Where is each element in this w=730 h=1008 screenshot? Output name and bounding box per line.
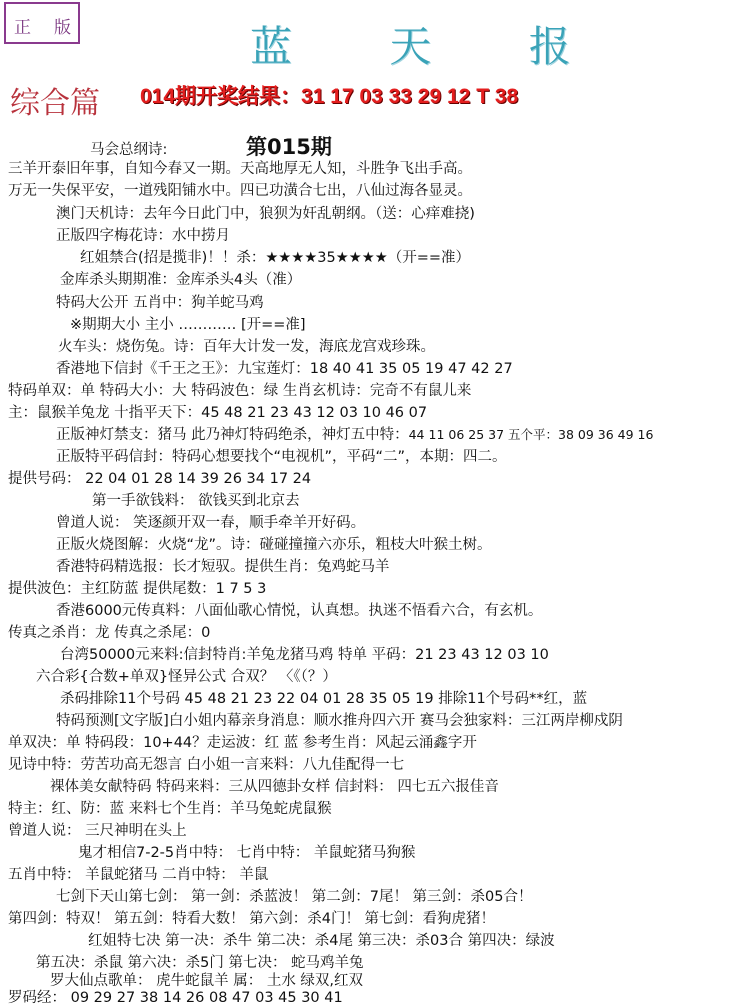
line-28: 见诗中特：劳苦功高无怨言 白小姐一言来料：八九佳配得一七 — [8, 757, 405, 773]
line-25: 杀码排除11个号码 45 48 21 23 22 04 01 28 35 05 19 排除11个号码**红，蓝 — [60, 691, 588, 707]
line-13-a: 正版神灯禁支：猪马 此乃神灯特码绝杀，神灯五中特： — [56, 427, 409, 443]
line-7: 特码大公开 五肖中：狗羊蛇马鸡 — [56, 295, 264, 311]
stamp — [4, 2, 80, 44]
line-20: 提供波色：主红防蓝 提供尾数：1 7 5 3 — [8, 581, 267, 597]
line-10: 香港地下信封《千王之王》：九宝莲灯：18 40 41 35 05 19 47 42 27 — [56, 361, 513, 377]
line-17: 曾道人说： 笑逐颜开双一春，顺手牵羊开好码。 — [56, 515, 366, 531]
section-label: 综合篇 — [10, 86, 100, 121]
line-19: 香港特码精选报：长才短驭。提供生肖：兔鸡蛇马羊 — [56, 559, 390, 575]
line-38: 罗大仙点歌单： 虎牛蛇鼠羊 属： 土水 绿双,红双 — [50, 973, 364, 989]
newspaper-title: 蓝 天 报 — [250, 22, 613, 71]
line-15: 提供号码： 22 04 01 28 14 39 26 34 17 24 — [8, 471, 312, 487]
line-12: 主：鼠猴羊兔龙 十指平天下：45 48 21 23 43 12 03 10 46 07 — [8, 405, 428, 421]
stamp-right: 版 — [54, 18, 71, 38]
line-23: 台湾50000元来料:信封特肖:羊兔龙猪马鸡 特单 平码：21 23 43 12 03 10 — [60, 647, 549, 663]
line-13 — [56, 426, 653, 444]
line-22: 传真之杀肖：龙 传真之杀尾：0 — [8, 625, 211, 641]
line-27: 单双决：单 特码段：10+44？走运波：红 蓝 参考生肖：风起云涌鑫字开 — [8, 735, 477, 751]
line-11: 特码单双：单 特码大小：大 特码波色：绿 生肖玄机诗：完奇不有鼠儿来 — [8, 383, 472, 399]
line-1: 三羊开泰旧年事，自知今春又一期。天高地厚无人知，斗胜争飞出手高。 — [8, 161, 472, 177]
line-32: 鬼才相信7-2-5肖中特： 七肖中特： 羊鼠蛇猪马狗猴 — [78, 845, 416, 861]
line-2: 万无一失保平安，一道残阳铺水中。四已功潢合七出，八仙过海各显灵。 — [8, 183, 472, 199]
line-37: 第五决：杀鼠 第六决：杀5门 第七决： 蛇马鸡羊兔 — [36, 955, 364, 971]
line-13-b: 44 11 06 25 37 五个平：38 09 36 49 16 — [408, 427, 654, 442]
line-14: 正版特平码信封：特码心想要找个“电视机”，平码“二”，本期：四二。 — [56, 449, 507, 465]
line-21: 香港6000元传真料：八面仙歌心情悦，认真想。执迷不悟看六合，有玄机。 — [56, 603, 543, 619]
line-18: 正版火烧图解：火烧“龙”。诗：碰碰撞撞六亦乐，粗枝大叶猴土树。 — [56, 537, 492, 553]
line-4: 正版四字梅花诗：水中捞月 — [56, 228, 230, 244]
line-30: 特主：红、防：蓝 来料七个生肖：羊马兔蛇虎鼠猴 — [8, 801, 332, 817]
draw-results: 014期开奖结果：31 17 03 33 29 12 T 38 — [140, 85, 519, 108]
line-8: ※期期大小 主小 ………… [开==准] — [70, 317, 306, 333]
line-6: 金库杀头期期准：金库杀头4头（准） — [60, 272, 302, 288]
line-39: 罗码经： 09 29 27 38 14 26 08 47 03 45 30 41 — [8, 990, 343, 1006]
issue-number: 第015期 — [246, 135, 332, 159]
line-26: 特码预测[文字版]白小姐内幕亲身消息：顺水推舟四六开 赛马会独家料：三江两岸柳戍阴 — [56, 713, 623, 729]
line-5: 红姐禁合(招是揽非)！！杀：★★★★35★★★★（开==准） — [80, 250, 471, 266]
line-34: 七剑下天山第七剑： 第一剑：杀蓝波！ 第二剑：7尾！ 第三剑：杀05合！ — [56, 889, 533, 905]
line-16: 第一手欲钱料： 欲钱买到北京去 — [92, 493, 300, 509]
line-3: 澳门天机诗：去年今日此门中，狼狈为奸乱朝纲。（送：心痒难挠) — [56, 206, 475, 222]
line-31: 曾道人说： 三尺神明在头上 — [8, 823, 187, 839]
line-0: 马会总纲诗: — [90, 142, 168, 158]
stamp-left: 正 — [14, 18, 31, 38]
line-35: 第四剑：特双！ 第五剑：特看大数！ 第六剑：杀4门！ 第七剑：看狗虎猪！ — [8, 911, 496, 927]
line-36: 红姐特七决 第一决：杀牛 第二决：杀4尾 第三决：杀03合 第四决：绿波 — [88, 933, 555, 949]
line-33: 五肖中特： 羊鼠蛇猪马 二肖中特： 羊鼠 — [8, 867, 269, 883]
line-24: 六合彩{合数+单双}怪异公式 合双？ 〈《（？） — [36, 669, 337, 685]
line-29: 裸体美女献特码 特码来料：三从四德卦女样 信封料： 四七五六报佳音 — [50, 779, 499, 795]
line-9: 火车头：烧伤兔。诗：百年大计发一发，海底龙宫戏珍珠。 — [58, 339, 435, 355]
